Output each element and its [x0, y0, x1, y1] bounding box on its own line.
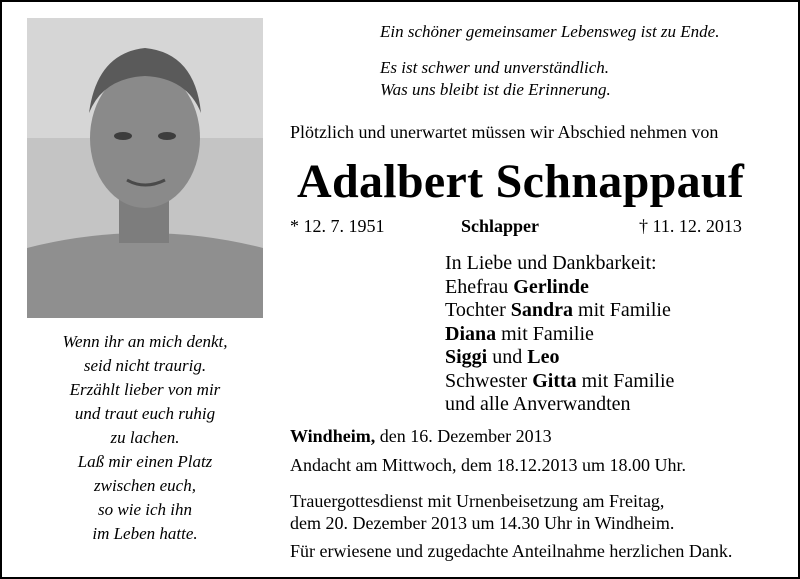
poem-line: und traut euch ruhig	[74, 404, 216, 423]
nickname: Schlapper	[461, 216, 540, 236]
family-line: Schwester Gitta mit Familie	[445, 369, 675, 392]
quote-line: Es ist schwer und unverständlich.	[380, 58, 610, 77]
deceased-name: Adalbert Schnappauf	[297, 155, 745, 208]
place-date	[290, 426, 552, 447]
quote-line: Was uns bleibt ist die Erinnerung.	[380, 80, 611, 99]
family-heading: In Liebe und Dankbarkeit:	[445, 252, 657, 274]
portrait-photo	[27, 18, 263, 318]
intro-text: Plötzlich und unerwartet müssen wir Abschied nehmen von	[290, 122, 719, 142]
death-date: † 11. 12. 2013	[639, 216, 742, 236]
family-line: Tochter Sandra mit Familie	[445, 299, 671, 321]
thanks-text: Für erwiesene und zugedachte Anteilnahme herzlichen Dank.	[290, 541, 733, 561]
service-text	[290, 490, 674, 534]
service-line: dem 20. Dezember 2013 um 14.30 Uhr in Windheim.	[290, 513, 675, 533]
town: Windheim,	[290, 426, 376, 446]
poem-line: seid nicht traurig.	[83, 356, 207, 375]
poem-line: im Leben hatte.	[92, 524, 198, 543]
poem-line: Erzählt lieber von mir	[69, 380, 221, 399]
service-line: Trauergottesdienst mit Urnenbeisetzung am Freitag,	[290, 491, 665, 511]
birth-date: * 12. 7. 1951	[290, 216, 385, 236]
family-line: Ehefrau Gerlinde	[445, 275, 589, 298]
family-block	[445, 252, 674, 417]
andacht-text: Andacht am Mittwoch, dem 18.12.2013 um 18.00 Uhr.	[290, 455, 686, 475]
poem-line: Laß mir einen Platz	[77, 452, 213, 471]
family-line: Siggi und Leo	[445, 346, 560, 368]
poem-block	[27, 330, 263, 546]
quote-top: Ein schöner gemeinsamer Lebensweg ist zu Ende.	[380, 22, 720, 41]
quote-second	[380, 57, 611, 101]
poem-line: so wie ich ihn	[98, 500, 192, 519]
poem-line: Wenn ihr an mich denkt,	[62, 332, 228, 351]
family-line: Diana mit Familie	[445, 322, 594, 345]
date: den 16. Dezember 2013	[375, 426, 552, 446]
family-line: und alle Anverwandten	[445, 393, 631, 415]
poem-line: zu lachen.	[110, 428, 180, 447]
poem-line: zwischen euch,	[94, 476, 196, 495]
